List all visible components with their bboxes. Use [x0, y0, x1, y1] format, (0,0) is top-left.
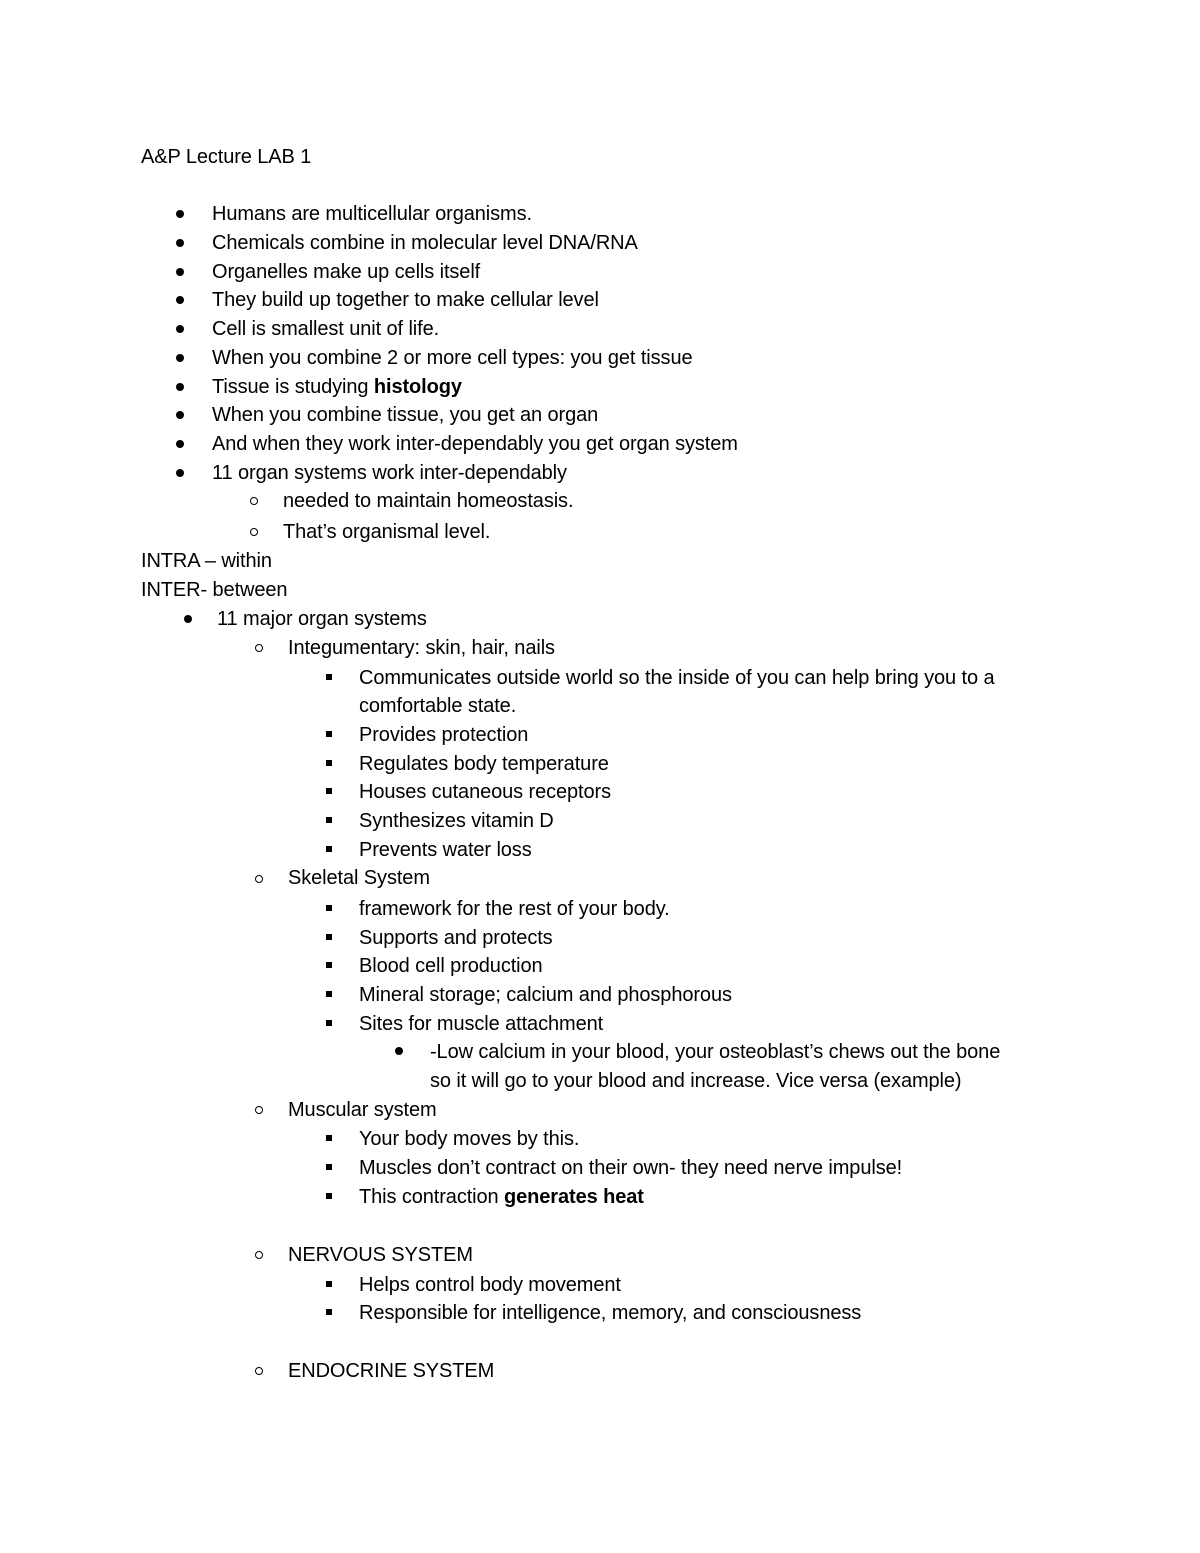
bullet-disc: [176, 268, 184, 276]
bullet-square: [326, 1193, 332, 1199]
list-item: Humans are multicellular organisms.: [212, 203, 532, 225]
bullet-ring: [250, 528, 258, 536]
bullet-disc: [176, 440, 184, 448]
system-point: Supports and protects: [359, 927, 553, 949]
bullet-square: [326, 991, 332, 997]
list-subitem: That’s organismal level.: [283, 521, 491, 543]
bullet-disc: [176, 325, 184, 333]
bullet-square: [326, 934, 332, 940]
list-item: And when they work inter-dependably you get organ system: [212, 433, 738, 455]
bullet-disc: [176, 296, 184, 304]
bullet-disc: [176, 383, 184, 391]
systems-heading: 11 major organ systems: [217, 608, 427, 630]
list-item: When you combine 2 or more cell types: you get tissue: [212, 347, 693, 369]
bullet-square: [326, 731, 332, 737]
bullet-disc: [176, 210, 184, 218]
bold-term: generates heat: [504, 1186, 644, 1208]
bullet-square: [326, 1020, 332, 1026]
system-point: Responsible for intelligence, memory, and consciousness: [359, 1302, 862, 1324]
system-point: Prevents water loss: [359, 839, 532, 861]
bullet-square: [326, 1135, 332, 1141]
bullet-square: [326, 962, 332, 968]
bold-term: histology: [373, 376, 462, 398]
system-nervous: NERVOUS SYSTEM: [288, 1244, 473, 1266]
list-item: Organelles make up cells itself: [212, 261, 481, 283]
bullet-square: [326, 1164, 332, 1170]
bullet-disc: [176, 354, 184, 362]
list-item: 11 organ systems work inter-dependably: [212, 462, 567, 484]
bullet-square: [326, 1281, 332, 1287]
system-point: Provides protection: [359, 724, 529, 746]
bullet-square: [326, 1309, 332, 1315]
list-subitem: needed to maintain homeostasis.: [283, 490, 574, 512]
system-point: Your body moves by this.: [359, 1128, 580, 1150]
bullet-ring: [255, 1367, 263, 1375]
bullet-square: [326, 760, 332, 766]
bullet-square: [326, 846, 332, 852]
bullet-disc: [176, 239, 184, 247]
system-point: Sites for muscle attachment: [359, 1013, 604, 1035]
system-muscular: Muscular system: [288, 1099, 437, 1121]
list-item: They build up together to make cellular level: [212, 289, 599, 311]
list-item: [212, 375, 462, 399]
system-point: Helps control body movement: [359, 1274, 621, 1296]
bullet-ring: [250, 497, 258, 505]
system-point: Muscles don’t contract on their own- they need nerve impulse!: [359, 1157, 903, 1179]
system-example: -Low calcium in your blood, your osteoblast’s chews out the bone: [430, 1041, 1001, 1063]
system-endocrine: ENDOCRINE SYSTEM: [288, 1360, 495, 1382]
definition-intra: INTRA – within: [141, 550, 272, 572]
system-point-continued: comfortable state.: [359, 695, 517, 717]
bullet-disc: [395, 1047, 403, 1055]
system-point: [359, 1185, 644, 1209]
bullet-ring: [255, 1251, 263, 1259]
system-point: framework for the rest of your body.: [359, 898, 670, 920]
system-point-text: This contraction: [359, 1186, 505, 1208]
bullet-square: [326, 817, 332, 823]
list-item: When you combine tissue, you get an organ: [212, 404, 599, 426]
bullet-ring: [255, 875, 263, 883]
system-point: Communicates outside world so the inside of you can help bring you to a: [359, 667, 995, 689]
bullet-ring: [255, 644, 263, 652]
system-point: Regulates body temperature: [359, 753, 609, 775]
list-item: Chemicals combine in molecular level DNA/RNA: [212, 232, 638, 254]
system-point: Synthesizes vitamin D: [359, 810, 554, 832]
bullet-square: [326, 905, 332, 911]
system-point: Houses cutaneous receptors: [359, 781, 611, 803]
system-point: Blood cell production: [359, 955, 543, 977]
list-item-text: Tissue is studying: [212, 376, 374, 398]
bullet-square: [326, 788, 332, 794]
bullet-square: [326, 674, 332, 680]
bullet-disc: [184, 615, 192, 623]
system-point: Mineral storage; calcium and phosphorous: [359, 984, 732, 1006]
system-integumentary: Integumentary: skin, hair, nails: [288, 637, 555, 659]
bullet-ring: [255, 1106, 263, 1114]
bullet-disc: [176, 469, 184, 477]
system-example-continued: so it will go to your blood and increase. Vice versa (example): [430, 1070, 962, 1092]
page-title: A&P Lecture LAB 1: [141, 146, 312, 168]
system-skeletal: Skeletal System: [288, 867, 430, 889]
bullet-disc: [176, 411, 184, 419]
definition-inter: INTER- between: [141, 579, 288, 601]
list-item: Cell is smallest unit of life.: [212, 318, 440, 340]
